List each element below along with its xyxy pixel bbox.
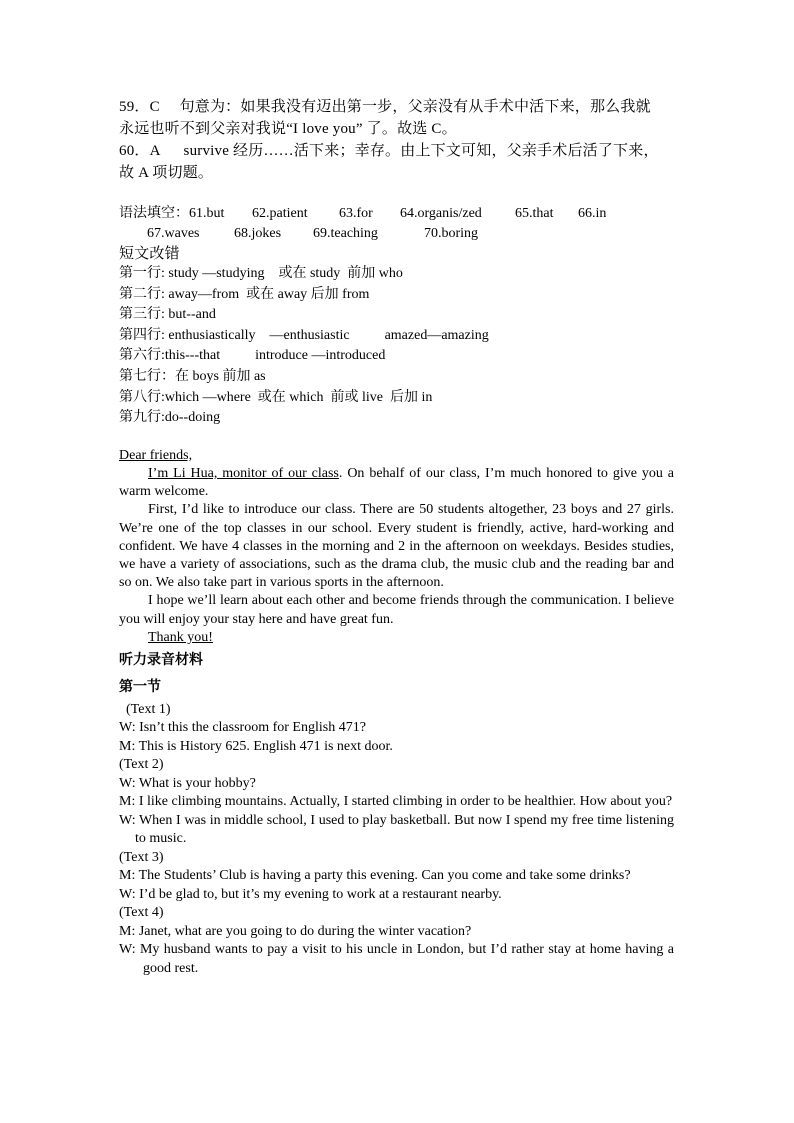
correction-line: 第七行：在 boys 前加 as — [119, 368, 266, 384]
grammar-item: 64.organis/zed — [400, 206, 482, 221]
grammar-title: 语法填空： — [119, 206, 189, 221]
dialog-line: M: The Students’ Club is having a party this evening. Can you come and take some drinks? — [119, 868, 631, 884]
letter-intro-underlined: I’m Li Hua, monitor of our class — [148, 465, 339, 481]
answer-60-cont: 故 A 项切题。 — [119, 165, 214, 181]
grammar-item: 68.jokes — [234, 226, 282, 241]
correction-line: 第八行:which —where 或在 which 前或 live 后加 in — [119, 389, 433, 405]
answer-59 — [119, 96, 674, 118]
correction-line: 第二行: away—from 或在 away 后加 from — [119, 286, 370, 302]
letter-paragraph-1 — [119, 465, 674, 501]
grammar-item: 65.that — [515, 206, 554, 221]
letter-greeting: Dear friends, — [119, 447, 193, 463]
correction-line: 第四行: enthusiastically —enthusiastic amazed—amazing — [119, 327, 489, 343]
grammar-item: 69.teaching — [313, 226, 378, 241]
letter-paragraph-3: I hope we’ll learn about each other and become friends through the communication. I believe you will enjoy your stay here and have great fun. — [119, 593, 674, 627]
dialog-line: W: When I was in middle school, I used to play basketball. But now I spend my free time listening to music. — [119, 812, 674, 847]
grammar-item: 61.but — [189, 206, 225, 221]
grammar-row-2 — [119, 224, 674, 244]
dialog-label: (Text 1) — [126, 701, 171, 717]
dialog-label: (Text 3) — [119, 849, 164, 865]
letter-paragraph-2: First, I’d like to introduce our class. There are 50 students altogether, 23 boys and 27 girls. We’re one of the top classes in our school. Every student is friendly, active, hard-working and confident. We have 4 classes in the morning and 2 in the afternoon on weekdays. Besides studies, we have a variety of associations, such as the drama club, the music club and the reading bar and so on. We also take part in various sports in the afternoon. — [119, 502, 674, 591]
letter-closing: Thank you! — [148, 629, 213, 645]
correction-line: 第九行:do--doing — [119, 410, 221, 426]
correction-line: 第一行: study —studying 或在 study 前加 who — [119, 266, 403, 281]
dialog-label: (Text 2) — [119, 757, 164, 773]
answer-60-line1: survive 经历……活下来；幸存。由上下文可知，父亲手术后活了下来， — [183, 143, 659, 159]
document-page — [119, 96, 674, 978]
dialog-line: W: I’d be glad to, but it’s my evening to work at a restaurant nearby. — [119, 886, 502, 902]
listening-section: 第一节 — [119, 679, 161, 695]
answer-59-cont: 永远也听不到父亲对我说“I love you” 了。故选 C。 — [119, 121, 457, 137]
answer-60-number: 60．A — [119, 143, 160, 159]
listening-title: 听力录音材料 — [119, 652, 203, 668]
grammar-item: 62.patient — [252, 206, 308, 221]
grammar-row-1 — [119, 204, 674, 224]
correction-line: 第六行:this---that introduce —introduced — [119, 348, 386, 364]
dialog-label: (Text 4) — [119, 905, 164, 921]
grammar-item: 67.waves — [147, 226, 200, 241]
correction-title: 短文改错 — [119, 246, 180, 262]
grammar-item: 70.boring — [424, 226, 479, 241]
answer-59-number: 59．C — [119, 99, 160, 115]
dialog-line: M: This is History 625. English 471 is next door. — [119, 738, 393, 754]
letter-intro-rest: . On behalf of our class, I’m much honored to give you a warm welcome. — [119, 465, 674, 500]
dialog-line: M: I like climbing mountains. Actually, I started climbing in order to be healthier. How about you? — [119, 794, 673, 810]
dialog-line: M: Janet, what are you going to do during the winter vacation? — [119, 923, 472, 939]
answer-60 — [119, 140, 674, 162]
answer-59-line1: 句意为：如果我没有迈出第一步，父亲没有从手术中活下来，那么我就 — [179, 99, 651, 115]
grammar-item: 66.in — [578, 206, 607, 221]
dialog-line: W: Isn’t this the classroom for English 471? — [119, 720, 366, 736]
dialog-line: W: My husband wants to pay a visit to his uncle in London, but I’d rather stay at home having a good rest. — [119, 942, 674, 976]
correction-line: 第三行: but--and — [119, 307, 216, 323]
dialog-line: W: What is your hobby? — [119, 775, 256, 791]
grammar-item: 63.for — [339, 206, 373, 221]
